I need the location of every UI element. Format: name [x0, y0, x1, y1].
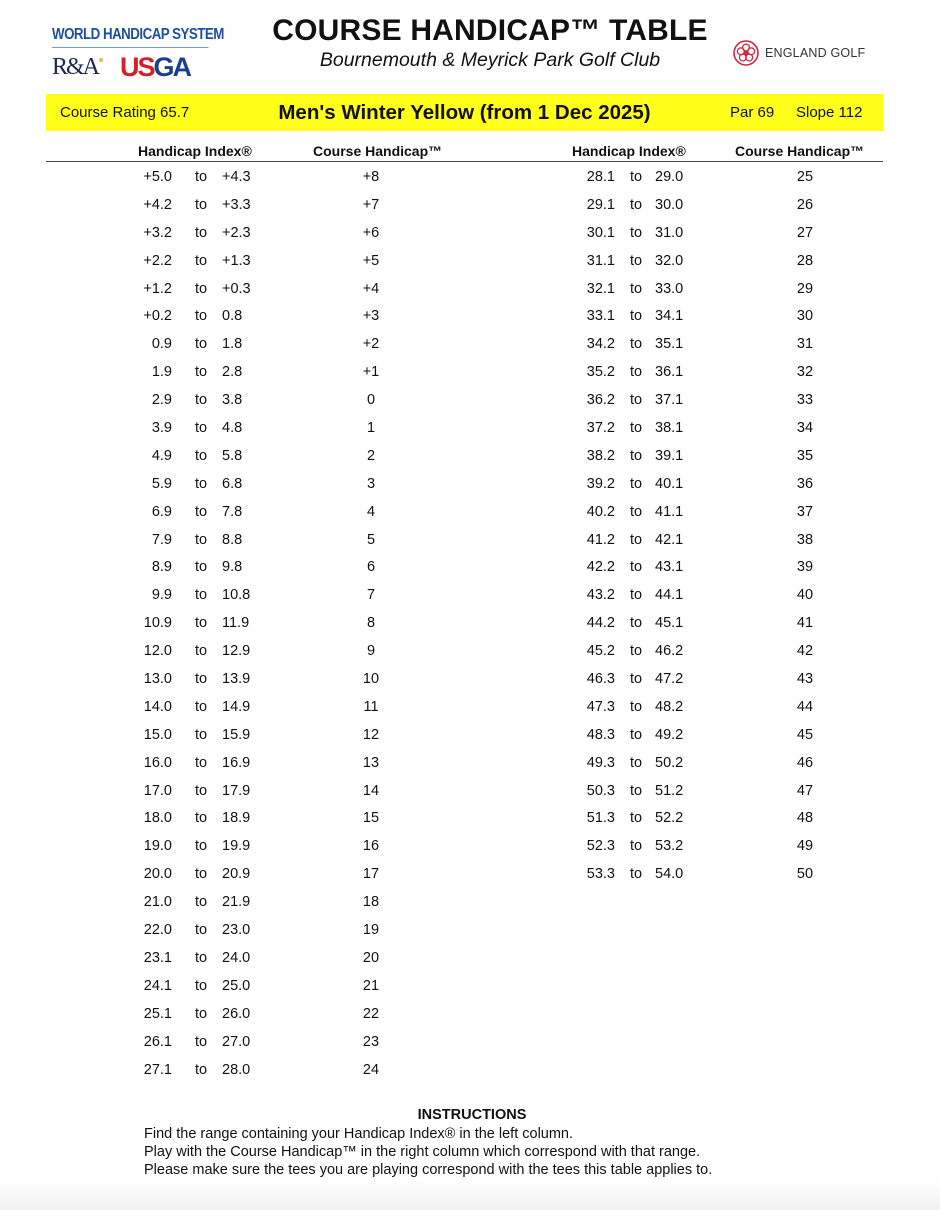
- index-from: 28.1: [586, 169, 615, 185]
- course-handicap-value: 39: [796, 559, 814, 576]
- index-from: +5.0: [143, 169, 172, 185]
- index-to: 0.8: [222, 308, 243, 325]
- tee-info-band: [46, 94, 883, 131]
- to-label: to: [630, 392, 643, 409]
- to-label: to: [195, 224, 208, 241]
- to-label: to: [195, 754, 208, 771]
- club-name: Bournemouth & Meyrick Park Golf Club: [319, 49, 661, 71]
- slope: Slope 112: [796, 104, 863, 121]
- course-handicap-value: +3: [362, 308, 380, 325]
- index-from: 48.3: [586, 726, 615, 743]
- to-label: to: [630, 726, 643, 743]
- course-handicap-value: 41: [796, 615, 814, 632]
- index-from: 5.9: [151, 475, 172, 492]
- index-to: +4.3: [222, 169, 251, 185]
- course-handicap-value: +1: [362, 364, 380, 381]
- index-from: 38.2: [586, 447, 615, 464]
- course-handicap-value: 21: [362, 977, 380, 994]
- index-to: 17.9: [222, 782, 251, 799]
- index-to: 4.8: [222, 420, 243, 437]
- course-handicap-value: +7: [362, 196, 380, 213]
- to-label: to: [195, 782, 208, 799]
- header-handicap-index-right: Handicap Index®: [572, 143, 686, 159]
- course-handicap-value: 43: [796, 671, 814, 688]
- instruction-line: Please make sure the tees you are playing correspond with the tees this table applies to.: [144, 1162, 713, 1178]
- index-from: 7.9: [151, 531, 172, 548]
- to-label: to: [630, 475, 643, 492]
- course-handicap-value: 25: [796, 169, 814, 185]
- to-label: to: [195, 252, 208, 269]
- course-handicap-value: 45: [796, 726, 814, 743]
- index-from: 23.1: [143, 949, 172, 966]
- course-handicap-value: 19: [362, 922, 380, 939]
- index-from: +2.2: [143, 252, 172, 269]
- to-label: to: [630, 364, 643, 381]
- to-label: to: [195, 280, 208, 297]
- course-handicap-value: 44: [796, 698, 814, 715]
- to-label: to: [195, 810, 208, 827]
- index-from: +3.2: [143, 224, 172, 241]
- course-handicap-value: 50: [796, 866, 814, 883]
- index-to: 48.2: [655, 698, 684, 715]
- index-to: 11.9: [222, 615, 250, 632]
- course-handicap-value: 3: [366, 475, 376, 492]
- index-from: 25.1: [143, 1005, 172, 1022]
- index-to: 1.8: [222, 336, 243, 353]
- course-handicap-value: +2: [362, 336, 380, 353]
- index-from: 39.2: [586, 475, 615, 492]
- header-course-handicap-right: Course Handicap™: [735, 143, 865, 159]
- index-to: 45.1: [655, 615, 684, 632]
- index-to: 47.2: [655, 671, 684, 688]
- index-to: 8.8: [222, 531, 243, 548]
- course-handicap-value: 42: [796, 643, 814, 660]
- index-from: 41.2: [586, 531, 615, 548]
- index-from: 36.2: [586, 392, 615, 409]
- to-label: to: [195, 169, 208, 185]
- index-from: 3.9: [151, 420, 172, 437]
- to-label: to: [630, 866, 643, 883]
- index-from: 33.1: [586, 308, 615, 325]
- index-to: +0.3: [222, 280, 251, 297]
- to-label: to: [630, 280, 643, 297]
- usga-logo: [120, 52, 190, 83]
- whs-logo-text: WORLD HANDICAP SYSTEM: [52, 26, 209, 48]
- index-from: 35.2: [586, 364, 615, 381]
- index-from: +4.2: [143, 196, 172, 213]
- usga-logo-us: US: [120, 52, 154, 82]
- to-label: to: [195, 447, 208, 464]
- course-handicap-value: +6: [362, 224, 380, 241]
- index-to: 10.8: [222, 587, 251, 604]
- index-from: +1.2: [143, 280, 172, 297]
- index-to: 3.8: [222, 392, 243, 409]
- england-golf-logo: [733, 40, 865, 66]
- course-handicap-value: 40: [796, 587, 814, 604]
- course-handicap-value: 33: [796, 392, 814, 409]
- course-handicap-value: 11: [363, 698, 379, 715]
- index-from: 17.0: [143, 782, 172, 799]
- index-to: 43.1: [655, 559, 684, 576]
- to-label: to: [195, 587, 208, 604]
- course-handicap-value: 46: [796, 754, 814, 771]
- index-from: 8.9: [151, 559, 172, 576]
- to-label: to: [630, 643, 643, 660]
- index-from: 52.3: [586, 838, 615, 855]
- course-handicap-value: 30: [796, 308, 814, 325]
- ra-logo-dot: [99, 58, 103, 62]
- ra-logo-text: R&A: [52, 54, 99, 80]
- course-handicap-value: 35: [796, 447, 814, 464]
- index-to: 28.0: [222, 1061, 251, 1078]
- to-label: to: [630, 503, 643, 520]
- course-handicap-value: 7: [366, 587, 376, 604]
- index-from: 45.2: [586, 643, 615, 660]
- index-from: 31.1: [586, 252, 615, 269]
- index-from: 43.2: [586, 587, 615, 604]
- index-from: 24.1: [143, 977, 172, 994]
- to-label: to: [630, 447, 643, 464]
- index-from: 14.0: [143, 698, 172, 715]
- course-handicap-value: 10: [362, 671, 380, 688]
- to-label: to: [195, 1033, 208, 1050]
- index-from: 4.9: [151, 447, 172, 464]
- index-from: 19.0: [143, 838, 172, 855]
- index-from: 32.1: [586, 280, 615, 297]
- index-to: 30.0: [655, 196, 684, 213]
- index-to: 16.9: [222, 754, 251, 771]
- index-from: 12.0: [143, 643, 172, 660]
- to-label: to: [630, 838, 643, 855]
- course-handicap-value: 6: [366, 559, 376, 576]
- usga-logo-ga: GA: [153, 52, 191, 82]
- course-handicap-value: 8: [366, 615, 376, 632]
- to-label: to: [195, 196, 208, 213]
- england-golf-text: ENGLAND GOLF: [765, 46, 866, 60]
- course-handicap-value: 14: [362, 782, 380, 799]
- index-from: 46.3: [586, 671, 615, 688]
- index-to: 29.0: [655, 169, 684, 185]
- index-to: 15.9: [222, 726, 251, 743]
- course-handicap-value: 49: [796, 838, 814, 855]
- page-bottom-edge: [0, 1180, 940, 1210]
- to-label: to: [195, 559, 208, 576]
- index-from: 13.0: [143, 671, 172, 688]
- to-label: to: [630, 196, 643, 213]
- course-handicap-value: 36: [796, 475, 814, 492]
- index-to: 46.2: [655, 643, 684, 660]
- to-label: to: [630, 308, 643, 325]
- index-from: 44.2: [586, 615, 615, 632]
- index-to: 26.0: [222, 1005, 251, 1022]
- course-handicap-value: 47: [796, 782, 814, 799]
- index-to: 54.0: [655, 866, 684, 883]
- index-from: 16.0: [143, 754, 172, 771]
- index-from: 0.9: [151, 336, 172, 353]
- index-to: 35.1: [655, 336, 684, 353]
- index-from: 1.9: [151, 364, 172, 381]
- instructions: [144, 1105, 804, 1179]
- course-handicap-value: 9: [366, 643, 376, 660]
- index-from: 50.3: [586, 782, 615, 799]
- to-label: to: [195, 308, 208, 325]
- index-to: 27.0: [222, 1033, 251, 1050]
- to-label: to: [630, 698, 643, 715]
- index-from: 40.2: [586, 503, 615, 520]
- index-to: 34.1: [655, 308, 684, 325]
- to-label: to: [630, 587, 643, 604]
- index-to: 23.0: [222, 922, 251, 939]
- instruction-line: Play with the Course Handicap™ in the right column which correspond with that range.: [144, 1144, 701, 1160]
- index-from: 49.3: [586, 754, 615, 771]
- to-label: to: [195, 643, 208, 660]
- index-to: 33.0: [655, 280, 684, 297]
- rose-icon: [733, 40, 759, 66]
- to-label: to: [195, 726, 208, 743]
- index-from: 18.0: [143, 810, 172, 827]
- index-to: 25.0: [222, 977, 251, 994]
- to-label: to: [195, 1061, 208, 1078]
- index-to: 50.2: [655, 754, 684, 771]
- index-to: 7.8: [222, 503, 243, 520]
- course-handicap-value: 1: [366, 420, 376, 437]
- index-to: 44.1: [655, 587, 684, 604]
- course-handicap-value: 20: [362, 949, 380, 966]
- to-label: to: [195, 336, 208, 353]
- index-from: 47.3: [586, 698, 615, 715]
- index-from: 26.1: [143, 1033, 172, 1050]
- course-handicap-value: 27: [796, 224, 814, 241]
- to-label: to: [195, 894, 208, 911]
- course-handicap-value: 23: [362, 1033, 380, 1050]
- header-handicap-index-left: Handicap Index®: [138, 143, 252, 159]
- course-handicap-value: +4: [362, 280, 380, 297]
- to-label: to: [630, 615, 643, 632]
- to-label: to: [195, 392, 208, 409]
- course-handicap-value: 2: [366, 447, 376, 464]
- index-to: 49.2: [655, 726, 684, 743]
- to-label: to: [630, 559, 643, 576]
- to-label: to: [630, 336, 643, 353]
- index-to: +2.3: [222, 224, 251, 241]
- index-to: 40.1: [655, 475, 684, 492]
- index-to: 51.2: [655, 782, 684, 799]
- course-handicap-value: 4: [366, 503, 376, 520]
- index-from: 53.3: [586, 866, 615, 883]
- index-from: 15.0: [143, 726, 172, 743]
- index-to: 36.1: [655, 364, 684, 381]
- course-handicap-value: 24: [362, 1061, 380, 1078]
- index-to: 24.0: [222, 949, 251, 966]
- course-handicap-value: 26: [796, 196, 814, 213]
- course-handicap-value: 13: [362, 754, 380, 771]
- course-handicap-value: 48: [796, 810, 814, 827]
- index-to: 19.9: [222, 838, 251, 855]
- index-to: 6.8: [222, 475, 243, 492]
- course-handicap-value: 16: [362, 838, 380, 855]
- to-label: to: [195, 1005, 208, 1022]
- header-divider: [46, 161, 883, 162]
- index-to: 21.9: [222, 894, 251, 911]
- index-to: 20.9: [222, 866, 251, 883]
- index-to: 41.1: [655, 503, 684, 520]
- course-handicap-value: 5: [366, 531, 376, 548]
- whs-logo: [52, 26, 224, 83]
- index-from: 37.2: [586, 420, 615, 437]
- to-label: to: [195, 420, 208, 437]
- course-handicap-value: 0: [366, 392, 376, 409]
- index-to: 13.9: [222, 671, 251, 688]
- index-to: 14.9: [222, 698, 251, 715]
- to-label: to: [195, 671, 208, 688]
- header-course-handicap-left: Course Handicap™: [313, 143, 443, 159]
- course-handicap-value: 32: [796, 364, 814, 381]
- course-handicap-value: 17: [362, 866, 380, 883]
- index-from: 29.1: [586, 196, 615, 213]
- to-label: to: [195, 838, 208, 855]
- course-handicap-value: 29: [796, 280, 814, 297]
- to-label: to: [195, 475, 208, 492]
- to-label: to: [195, 503, 208, 520]
- index-to: +3.3: [222, 196, 251, 213]
- course-handicap-value: +5: [362, 252, 380, 269]
- index-from: 10.9: [143, 615, 172, 632]
- to-label: to: [630, 531, 643, 548]
- course-handicap-value: 12: [362, 726, 380, 743]
- course-handicap-value: 28: [796, 252, 814, 269]
- index-from: 34.2: [586, 336, 615, 353]
- index-to: 53.2: [655, 838, 684, 855]
- to-label: to: [195, 922, 208, 939]
- course-handicap-value: 37: [796, 503, 814, 520]
- to-label: to: [630, 252, 643, 269]
- to-label: to: [195, 866, 208, 883]
- index-from: 2.9: [151, 392, 172, 409]
- to-label: to: [195, 977, 208, 994]
- to-label: to: [630, 671, 643, 688]
- to-label: to: [195, 364, 208, 381]
- index-to: 38.1: [655, 420, 684, 437]
- to-label: to: [630, 810, 643, 827]
- to-label: to: [195, 531, 208, 548]
- par: Par 69: [730, 104, 775, 121]
- index-to: 2.8: [222, 364, 243, 381]
- to-label: to: [630, 782, 643, 799]
- index-from: 22.0: [143, 922, 172, 939]
- to-label: to: [630, 169, 643, 185]
- to-label: to: [195, 949, 208, 966]
- ra-logo: [52, 54, 102, 81]
- index-to: 12.9: [222, 643, 251, 660]
- index-from: 21.0: [143, 894, 172, 911]
- index-to: 37.1: [655, 392, 684, 409]
- course-handicap-value: 18: [362, 894, 380, 911]
- course-handicap-value: 15: [362, 810, 380, 827]
- index-to: 39.1: [655, 447, 684, 464]
- course-rating: Course Rating 65.7: [60, 104, 190, 121]
- instructions-title: INSTRUCTIONS: [417, 1107, 527, 1123]
- title-block: [260, 14, 720, 72]
- index-to: 18.9: [222, 810, 251, 827]
- to-label: to: [630, 224, 643, 241]
- index-to: 52.2: [655, 810, 684, 827]
- instruction-line: Find the range containing your Handicap Index® in the left column.: [144, 1126, 574, 1142]
- index-from: 42.2: [586, 559, 615, 576]
- index-from: +0.2: [143, 308, 172, 325]
- index-to: 31.0: [655, 224, 684, 241]
- index-to: 9.8: [222, 559, 243, 576]
- column-headers: [0, 143, 940, 163]
- to-label: to: [195, 615, 208, 632]
- course-handicap-value: 34: [796, 420, 814, 437]
- index-to: 5.8: [222, 447, 243, 464]
- to-label: to: [195, 698, 208, 715]
- course-handicap-value: +8: [362, 169, 380, 185]
- course-handicap-value: 31: [796, 336, 814, 353]
- to-label: to: [630, 754, 643, 771]
- index-from: 6.9: [151, 503, 172, 520]
- index-from: 9.9: [151, 587, 172, 604]
- index-from: 30.1: [586, 224, 615, 241]
- index-from: 27.1: [143, 1061, 172, 1078]
- to-label: to: [630, 420, 643, 437]
- course-handicap-value: 22: [362, 1005, 380, 1022]
- page-title: COURSE HANDICAP™ TABLE: [272, 14, 708, 47]
- index-from: 51.3: [586, 810, 615, 827]
- tee-title: Men's Winter Yellow (from 1 Dec 2025): [278, 100, 651, 124]
- index-to: 32.0: [655, 252, 684, 269]
- index-to: +1.3: [222, 252, 251, 269]
- index-to: 42.1: [655, 531, 684, 548]
- course-handicap-value: 38: [796, 531, 814, 548]
- index-from: 20.0: [143, 866, 172, 883]
